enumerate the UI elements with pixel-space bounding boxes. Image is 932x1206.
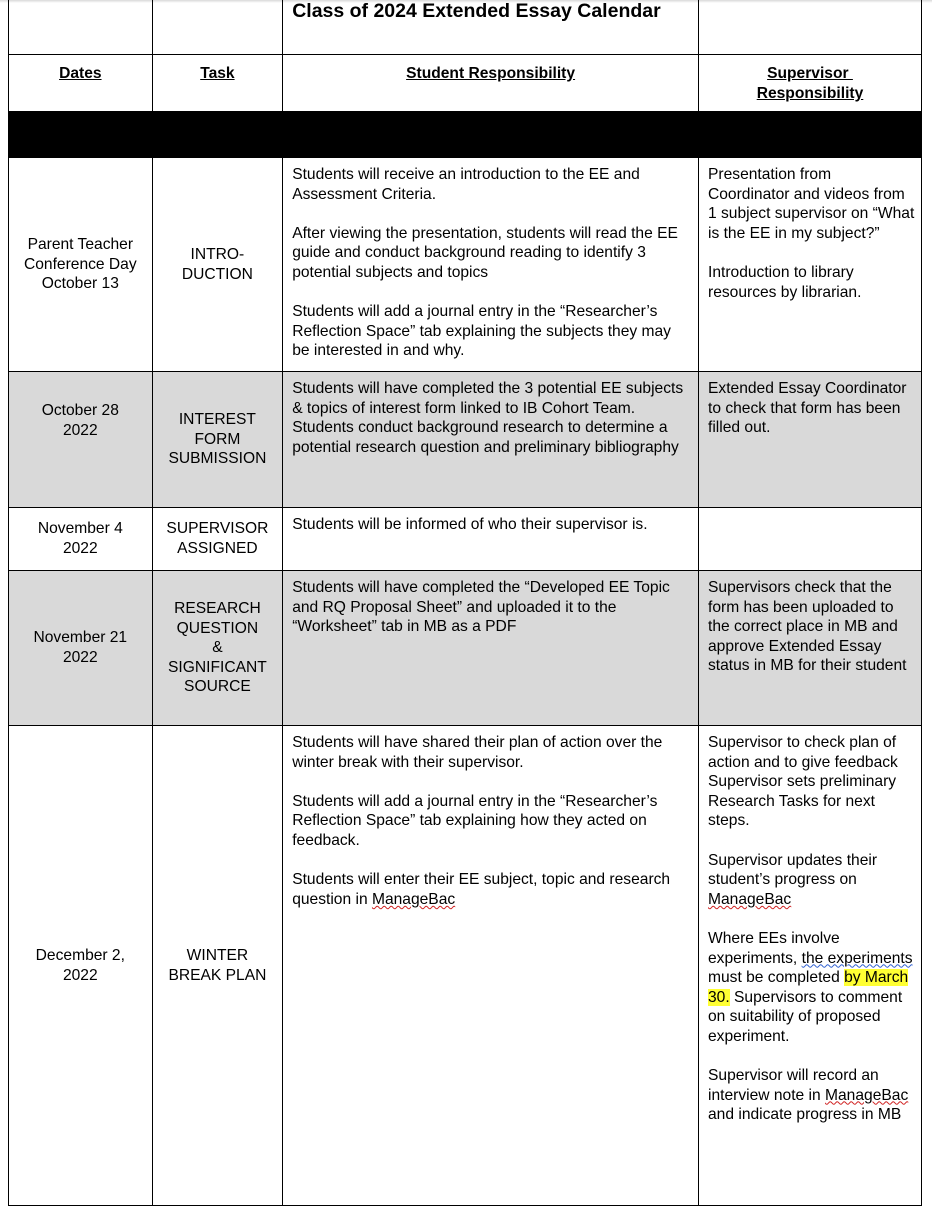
task-cell (152, 508, 283, 571)
task-line: WINTER (186, 946, 249, 964)
task-line: SIGNIFICANT (168, 658, 267, 676)
task-line: INTEREST (178, 411, 256, 429)
table-row (9, 372, 922, 508)
task-line: SOURCE (184, 678, 251, 696)
task-line: ASSIGNED (177, 540, 258, 557)
supervisor-responsibility-cell (699, 508, 922, 571)
supervisor-paragraph: Extended Essay Coordinator to check that form has been filled out. (708, 380, 907, 437)
date-line: Parent Teacher (27, 236, 134, 254)
task-cell (152, 158, 283, 372)
student-responsibility-cell (283, 508, 699, 571)
student-paragraph: After viewing the presentation, students will read the EE guide and conduct background reading to identify 3 potential subjects and topics (292, 224, 678, 281)
task-line: RESEARCH (174, 600, 261, 618)
title-blank-1 (9, 0, 153, 55)
header-task: Task (152, 55, 283, 112)
date-cell (9, 726, 153, 1206)
task-line: SUPERVISOR (166, 520, 269, 538)
supervisor-responsibility-cell (699, 571, 922, 726)
date-line: November 4 (37, 520, 123, 538)
title-blank-2 (152, 0, 283, 55)
highlighted-deadline: by March 30. (708, 969, 909, 1006)
student-responsibility-cell (283, 726, 699, 1206)
task-line: DUCTION (181, 265, 253, 283)
supervisor-paragraph: Supervisor updates their student’s progress on ManageBac (708, 851, 878, 908)
date-line: October 28 (41, 402, 119, 419)
task-cell (152, 726, 283, 1206)
supervisor-responsibility-cell (699, 726, 922, 1206)
table-row (9, 726, 922, 1206)
supervisor-responsibility-cell (699, 372, 922, 508)
student-paragraph: Students will have completed the “Developed EE Topic and RQ Proposal Sheet” and uploaded it to the “Worksheet” tab in MB as a PDF (292, 579, 670, 636)
header-dates: Dates (9, 55, 153, 112)
date-cell (9, 571, 153, 726)
spellcheck-word: ManageBac (371, 890, 456, 908)
supervisor-paragraph: Supervisors check that the form has been uploaded to the correct place in MB and approve Extended Essay status in MB for their student (708, 579, 907, 675)
supervisor-paragraph: Supervisor to check plan of action and to give feedback (708, 734, 898, 771)
date-line: 2022 (62, 421, 98, 439)
student-paragraph: Students will be informed of who their supervisor is. (292, 516, 648, 533)
calendar-table (8, 0, 922, 1206)
task-line: INTRO- (190, 245, 245, 263)
title-row (9, 0, 922, 55)
student-paragraph: Students will enter their EE subject, topic and research question in ManageBac (292, 871, 671, 908)
date-line: 2022 (62, 966, 98, 984)
task-line: FORM (194, 430, 241, 448)
date-cell (9, 372, 153, 508)
date-line: December 2, (35, 946, 125, 964)
task-cell (152, 571, 283, 726)
date-line: 2022 (62, 540, 98, 557)
title-blank-3 (699, 0, 922, 55)
table-row (9, 158, 922, 372)
grammar-check-phrase: the experiments (801, 949, 913, 967)
task-line: QUESTION (176, 619, 259, 637)
supervisor-paragraph: Supervisor sets preliminary Research Tasks for next steps. (708, 773, 897, 830)
student-responsibility-cell (283, 571, 699, 726)
student-paragraph: Students will have completed the 3 potential EE subjects & topics of interest form linked to IB Cohort Team. (292, 380, 684, 417)
task-line: & (212, 639, 223, 657)
student-responsibility-cell (283, 158, 699, 372)
supervisor-paragraph: Supervisor will record an interview note in ManageBac and indicate progress in MB (708, 1067, 909, 1124)
date-line: 2022 (62, 649, 98, 666)
header-row (9, 55, 922, 112)
header-supervisor-responsibility: Supervisor Responsibility (699, 55, 922, 112)
table-row (9, 508, 922, 571)
supervisor-paragraph: Where EEs involve experiments, the experiments must be completed by March 30. Supervisors to comment on suitability of proposed experiment. (708, 929, 913, 1045)
table-row (9, 571, 922, 726)
student-paragraph: Students will add a journal entry in the “Researcher’s Reflection Space” tab explaining the subjects they may be interested in and why. (292, 303, 671, 360)
student-responsibility-cell (283, 372, 699, 508)
task-line: BREAK PLAN (168, 966, 267, 984)
student-paragraph: Students will have shared their plan of action over the winter break with their supervisor. (292, 734, 663, 771)
student-paragraph: Students will receive an introduction to the EE and Assessment Criteria. (292, 166, 640, 203)
date-line: October 13 (41, 275, 119, 293)
date-line: Conference Day (23, 255, 137, 273)
student-paragraph: Students will add a journal entry in the “Researcher’s Reflection Space” tab explaining how they acted on feedback. (292, 792, 658, 849)
supervisor-paragraph: Presentation from Coordinator and videos from 1 subject supervisor on “What is the EE in my subject?” (708, 166, 915, 242)
black-band (9, 112, 922, 158)
supervisor-paragraph: Introduction to library resources by librarian. (708, 263, 862, 301)
task-cell (152, 372, 283, 508)
header-student-responsibility: Student Responsibility (283, 55, 699, 112)
black-band-row (9, 112, 922, 158)
spellcheck-word: ManageBac (708, 890, 792, 908)
task-line: SUBMISSION (168, 450, 267, 468)
supervisor-responsibility-cell (699, 158, 922, 372)
spellcheck-word: ManageBac (825, 1086, 909, 1104)
date-line: November 21 (33, 629, 128, 647)
document-title: Class of 2024 Extended Essay Calendar (283, 0, 699, 55)
date-cell (9, 508, 153, 571)
student-paragraph: Students conduct background research to determine a potential research question and preliminary bibliography (292, 419, 679, 456)
date-cell (9, 158, 153, 372)
